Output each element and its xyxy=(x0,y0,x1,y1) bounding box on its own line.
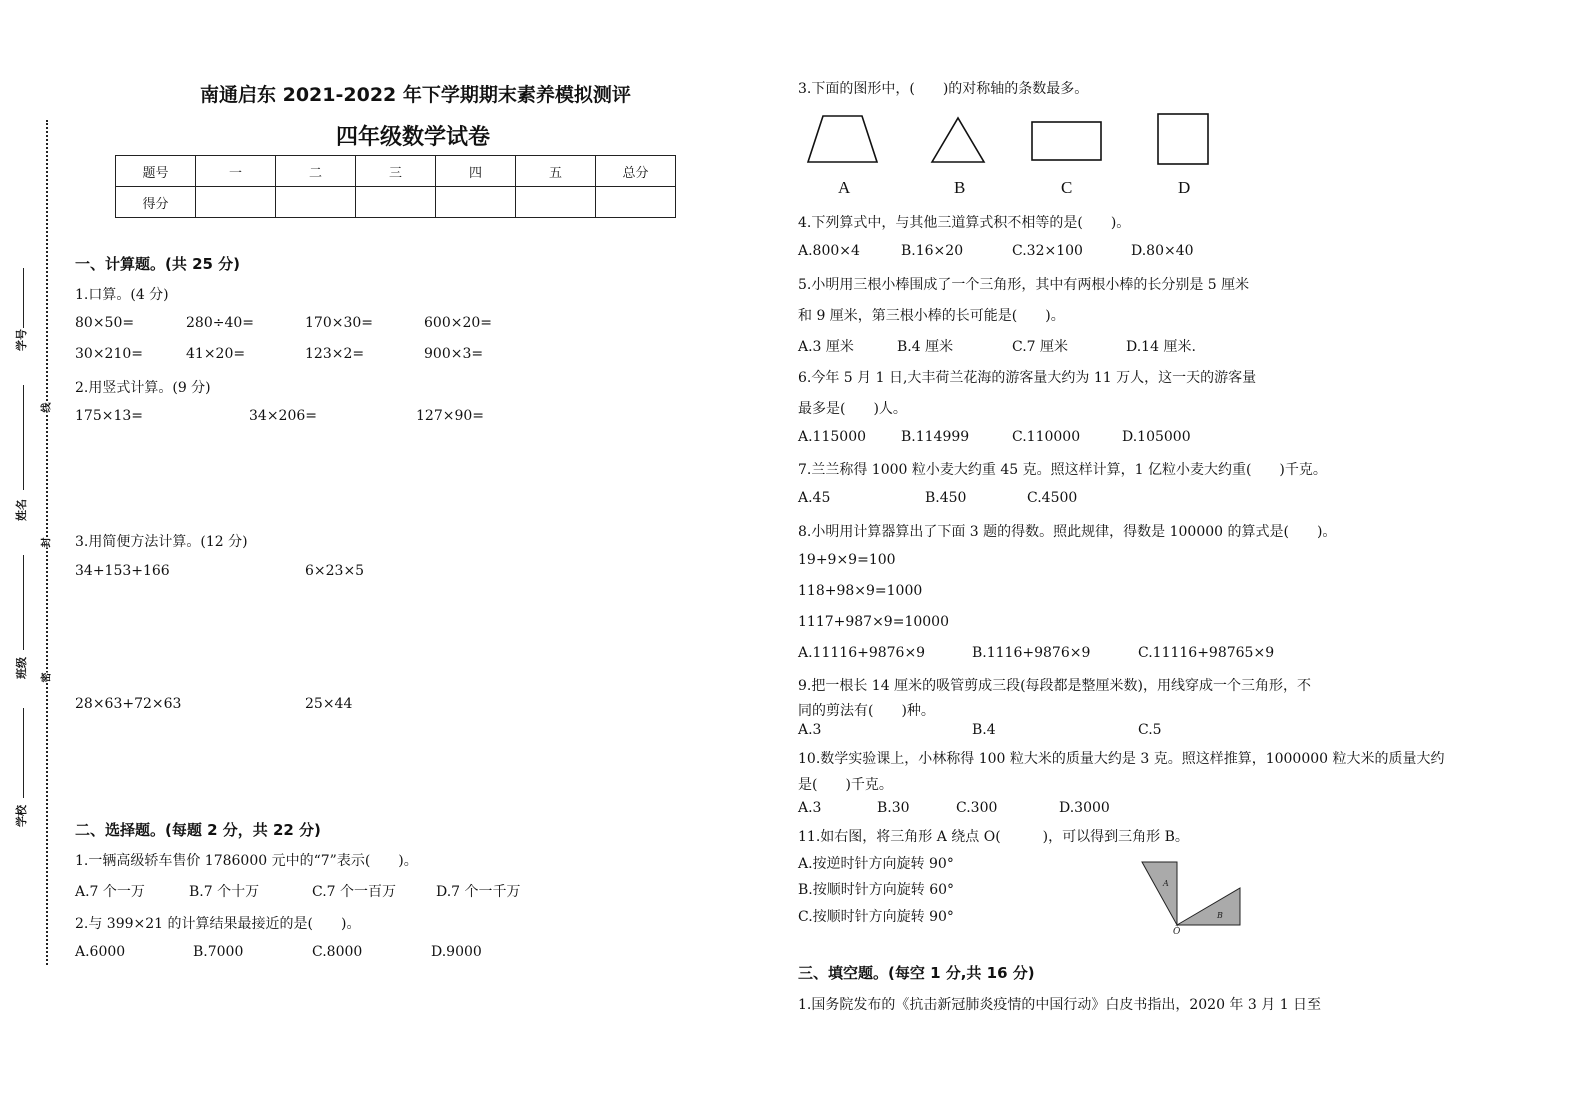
q1-title: 1.口算。(4 分) xyxy=(75,287,169,303)
pattern-equation: 118+98×9=1000 xyxy=(798,583,923,599)
choice-option: C.110000 xyxy=(1012,429,1081,445)
choice-question-cont: 同的剪法有( )种。 xyxy=(798,703,935,719)
shape-label-a: A xyxy=(838,178,851,197)
shape-label-b: B xyxy=(954,178,966,197)
choice-option: D.9000 xyxy=(431,944,482,960)
class-line xyxy=(23,555,24,650)
choice-option: A.6000 xyxy=(75,944,126,960)
pattern-equation: 19+9×9=100 xyxy=(798,552,896,568)
point-o-label: O xyxy=(1173,927,1181,937)
student-id-line xyxy=(23,268,24,328)
choice-option: D.105000 xyxy=(1122,429,1191,445)
choice-option: B.16×20 xyxy=(901,243,964,259)
choice-option: C.11116+98765×9 xyxy=(1138,645,1275,661)
score-row-label: 得分 xyxy=(116,187,196,218)
q2-title: 2.用竖式计算。(9 分) xyxy=(75,380,211,396)
pattern-equation: 1117+987×9=10000 xyxy=(798,614,949,630)
rotation-figure xyxy=(1130,855,1250,937)
score-cell: 题号 xyxy=(116,156,196,187)
exam-title: 南通启东 2021-2022 年下学期期末素养模拟测评 xyxy=(200,84,631,106)
choice-option: D.80×40 xyxy=(1131,243,1194,259)
vertical-calc-item: 127×90= xyxy=(416,408,484,424)
section3-heading: 三、填空题。(每空 1 分,共 16 分) xyxy=(798,964,1035,982)
score-input-cell xyxy=(276,187,356,218)
choice-option: C.32×100 xyxy=(1012,243,1083,259)
score-table-header-row xyxy=(116,156,676,187)
triangle-a xyxy=(1142,862,1177,925)
fill-question: 1.国务院发布的《抗击新冠肺炎疫情的中国行动》白皮书指出，2020 年 3 月 1 日至 xyxy=(798,997,1322,1013)
score-cell: 五 xyxy=(516,156,596,187)
name-label: 姓名 xyxy=(15,499,28,521)
choice-question: 11.如右图，将三角形 A 绕点 O( )，可以得到三角形 B。 xyxy=(798,829,1189,845)
simplify-calc-item: 28×63+72×63 xyxy=(75,696,182,712)
choice-option: B.4 xyxy=(972,722,996,738)
symmetry-shapes-figure xyxy=(800,108,1220,170)
choice-question: 2.与 399×21 的计算结果最接近的是( )。 xyxy=(75,916,361,932)
choice-option: C.8000 xyxy=(312,944,363,960)
score-cell: 总分 xyxy=(596,156,676,187)
simplify-calc-item: 6×23×5 xyxy=(305,563,365,579)
choice-option: B.114999 xyxy=(901,429,970,445)
choice-question-cont: 和 9 厘米，第三根小棒的长可能是( )。 xyxy=(798,308,1065,324)
triangle-a-label: A xyxy=(1163,879,1169,888)
class-label: 班级 xyxy=(15,657,28,679)
choice-option: B.1116+9876×9 xyxy=(972,645,1091,661)
q3-title: 3.用简便方法计算。(12 分) xyxy=(75,534,248,550)
section2-heading: 二、选择题。(每题 2 分，共 22 分) xyxy=(75,821,321,839)
choice-question: 6.今年 5 月 1 日,大丰荷兰花海的游客量大约为 11 万人，这一天的游客量 xyxy=(798,370,1257,386)
choice-question: 8.小明用计算器算出了下面 3 题的得数。照此规律，得数是 100000 的算式是( )。 xyxy=(798,524,1337,540)
choice-option: A.按逆时针方向旋转 90° xyxy=(798,856,954,872)
choice-option: C.按顺时针方向旋转 90° xyxy=(798,909,954,925)
cut-mark-seal: 封 xyxy=(38,538,53,548)
choice-option: A.45 xyxy=(798,490,831,506)
choice-question: 3.下面的图形中，( )的对称轴的条数最多。 xyxy=(798,81,1089,97)
choice-question: 7.兰兰称得 1000 粒小麦大约重 45 克。照这样计算，1 亿粒小麦大约重( )千克。 xyxy=(798,462,1327,478)
choice-question: 1.一辆高级轿车售价 1786000 元中的“7”表示( )。 xyxy=(75,853,418,869)
choice-option: C.7 厘米 xyxy=(1012,339,1069,355)
oral-calc-item: 41×20= xyxy=(186,346,246,362)
score-input-cell xyxy=(436,187,516,218)
section1-heading: 一、计算题。(共 25 分) xyxy=(75,255,241,273)
choice-question: 4.下列算式中，与其他三道算式积不相等的是( )。 xyxy=(798,215,1131,231)
square-shape xyxy=(1158,114,1208,164)
name-line xyxy=(23,385,24,490)
choice-question: 9.把一根长 14 厘米的吸管剪成三段(每段都是整厘米数)，用线穿成一个三角形，不 xyxy=(798,678,1311,694)
choice-question: 5.小明用三根小棒围成了一个三角形，其中有两根小棒的长分别是 5 厘米 xyxy=(798,277,1250,293)
triangle-b xyxy=(1177,888,1240,925)
oral-calc-item: 30×210= xyxy=(75,346,143,362)
exam-subtitle: 四年级数学试卷 xyxy=(336,125,491,150)
choice-question-cont: 是( )千克。 xyxy=(798,777,893,793)
oral-calc-item: 280÷40= xyxy=(186,315,254,331)
choice-option: D.3000 xyxy=(1059,800,1110,816)
oral-calc-item: 80×50= xyxy=(75,315,135,331)
vertical-calc-item: 34×206= xyxy=(249,408,317,424)
oral-calc-item: 900×3= xyxy=(424,346,484,362)
choice-option: B.7000 xyxy=(193,944,244,960)
choice-option: C.300 xyxy=(956,800,998,816)
score-cell: 二 xyxy=(276,156,356,187)
rectangle-shape xyxy=(1032,122,1101,160)
choice-option: A.7 个一万 xyxy=(75,884,145,900)
shape-label-c: C xyxy=(1061,178,1073,197)
oral-calc-item: 123×2= xyxy=(305,346,365,362)
choice-option: C.5 xyxy=(1138,722,1162,738)
score-input-cell xyxy=(516,187,596,218)
shape-label-d: D xyxy=(1178,178,1191,197)
simplify-calc-item: 34+153+166 xyxy=(75,563,170,579)
oral-calc-item: 170×30= xyxy=(305,315,373,331)
choice-option: A.3 厘米 xyxy=(798,339,854,355)
score-input-cell xyxy=(596,187,676,218)
choice-option: B.7 个十万 xyxy=(189,884,260,900)
choice-option: B.30 xyxy=(877,800,910,816)
choice-option: C.4500 xyxy=(1027,490,1078,506)
triangle-b-label: B xyxy=(1217,911,1223,920)
choice-option: A.3 xyxy=(798,800,822,816)
choice-question-cont: 最多是( )人。 xyxy=(798,401,907,417)
school-line xyxy=(23,708,24,798)
choice-option: C.7 个一百万 xyxy=(312,884,397,900)
oral-calc-item: 600×20= xyxy=(424,315,492,331)
score-cell: 三 xyxy=(356,156,436,187)
score-table-score-row xyxy=(116,187,676,218)
cut-mark-line: 线 xyxy=(38,403,53,413)
cut-mark-secret: 密 xyxy=(38,673,53,683)
choice-option: A.800×4 xyxy=(798,243,860,259)
choice-option: B.按顺时针方向旋转 60° xyxy=(798,882,955,898)
choice-option: A.3 xyxy=(798,722,822,738)
choice-question: 10.数学实验课上，小林称得 100 粒大米的质量大约是 3 克。照这样推算，1000000 粒大米的质量大约 xyxy=(798,751,1445,767)
score-input-cell xyxy=(356,187,436,218)
score-table xyxy=(115,155,676,218)
simplify-calc-item: 25×44 xyxy=(305,696,353,712)
student-id-label: 学号 xyxy=(15,329,28,351)
choice-option: A.115000 xyxy=(798,429,867,445)
choice-option: D.7 个一千万 xyxy=(436,884,521,900)
choice-option: D.14 厘米. xyxy=(1126,339,1196,355)
choice-option: A.11116+9876×9 xyxy=(798,645,926,661)
score-cell: 一 xyxy=(196,156,276,187)
triangle-shape xyxy=(932,118,984,162)
score-cell: 四 xyxy=(436,156,516,187)
school-label: 学校 xyxy=(15,805,28,827)
choice-option: B.4 厘米 xyxy=(897,339,954,355)
vertical-calc-item: 175×13= xyxy=(75,408,143,424)
score-input-cell xyxy=(196,187,276,218)
choice-option: B.450 xyxy=(925,490,967,506)
trapezoid-shape xyxy=(808,116,877,162)
